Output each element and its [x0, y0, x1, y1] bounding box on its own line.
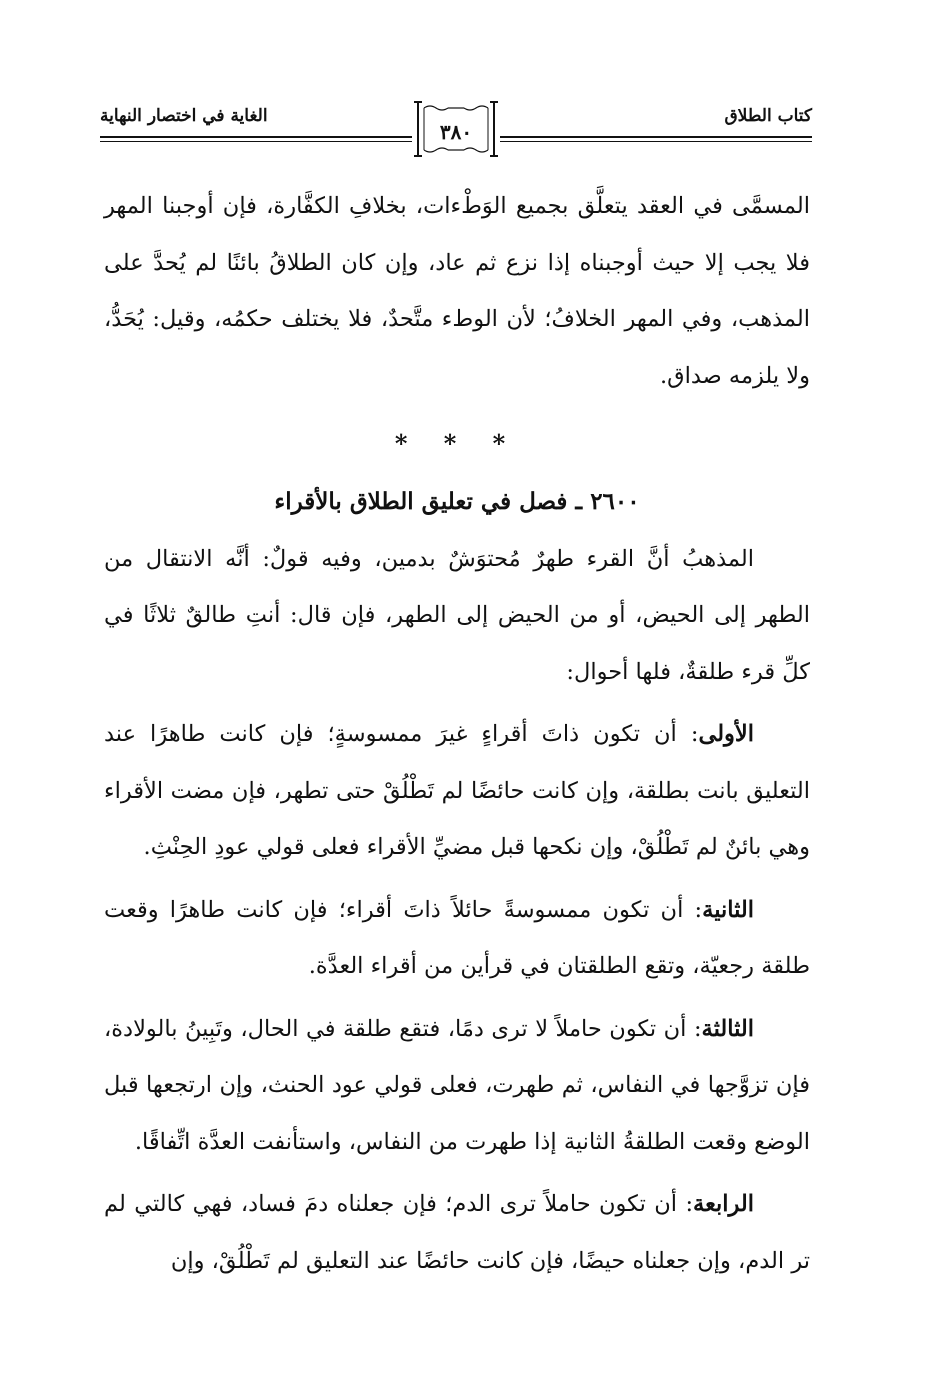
paragraph-text: : أن تكون ممسوسةً حائلاً ذاتَ أقراء؛ فإن كانت طاهرًا وقعت طلقة رجعيّة، وتقع الطلقتان في قرأين من أقراء العدَّة.	[104, 896, 810, 979]
section-separator: * * *	[394, 429, 520, 458]
book-title: الغاية في اختصار النهاية	[100, 106, 268, 126]
paragraph-lead: الرابعة	[693, 1191, 754, 1217]
paragraph-text: : أن تكون حاملاً ترى الدم؛ فإن جعلناه دمَ فساد، فهي كالتي لم تر الدم، وإن جعلناه حيضًا، فإن كانت حائضًا عند التعليق لم تَطْلُقْ، وإن	[104, 1191, 810, 1274]
paragraph-4	[104, 1001, 810, 1171]
paragraph-5	[104, 1176, 810, 1289]
paragraph-3	[104, 882, 810, 995]
paragraph-text: : أن تكون ذاتَ أقراءٍ غيرَ ممسوسةٍ؛ فإن كانت طاهرًا عند التعليق بانت بطلقة، وإن كانت حائضًا لم تَطْلُقْ حتى تطهر، فإن مضت الأقراء وهي بائنٌ لم تَطْلُقْ، وإن نكحها قبل مضيِّ الأقراء فعلى قولي عودِ الحِنْثِ.	[104, 721, 810, 860]
paragraph-text: : أن تكون حاملاً لا ترى دمًا، فتقع طلقة في الحال، وتَبِينُ بالولادة، فإن تزوَّجها في النفاس، ثم طهرت، فعلى قولي عود الحنث، وإن ارتجعها قبل الوضع وقعت الطلقةُ الثانية إذا طهرت من النفاس، واستأنفت العدَّة اتِّفاقًا.	[104, 1015, 810, 1155]
paragraph-lead: الثانية	[702, 896, 754, 923]
paragraph-1	[104, 531, 810, 701]
chapter-title: كتاب الطلاق	[724, 106, 812, 126]
running-header	[100, 96, 812, 168]
page-number-frame	[412, 100, 500, 158]
page-number: ٣٨٠	[439, 120, 473, 144]
page-body	[104, 178, 810, 1289]
paragraph-2	[104, 706, 810, 876]
paragraph-lead: الثالثة	[701, 1015, 754, 1042]
intro-paragraph: المسمَّى في العقد يتعلَّق بجميع الوَطْءات، بخلافِ الكفَّارة، فإن أوجبنا المهر فلا يجب إلا حيث أوجبناه إذا نزع ثم عاد، وإن كان الطلاقُ بائنًا لم يُحدَّ على المذهب، وفي المهر الخلافُ؛ لأن الوطء متَّحدٌ، فلا يختلف حكمُه، وقيل: يُحَدُّ، ولا يلزمه صداق.	[104, 193, 810, 389]
paragraph-lead: الأولى	[698, 721, 754, 747]
section-heading: ٢٦٠٠ ـ فصل في تعليق الطلاق بالأقراء	[274, 488, 640, 515]
paragraph-text: المذهبُ أنَّ القرء طهرٌ مُحتوَشٌ بدمين، وفيه قولٌ: أنَّه الانتقال من الطهر إلى الحيض، أو من الحيض إلى الطهر، فإن قال: أنتِ طالقٌ ثلاثًا في كلِّ قرء طلقةٌ، فلها أحوال:	[104, 545, 810, 685]
